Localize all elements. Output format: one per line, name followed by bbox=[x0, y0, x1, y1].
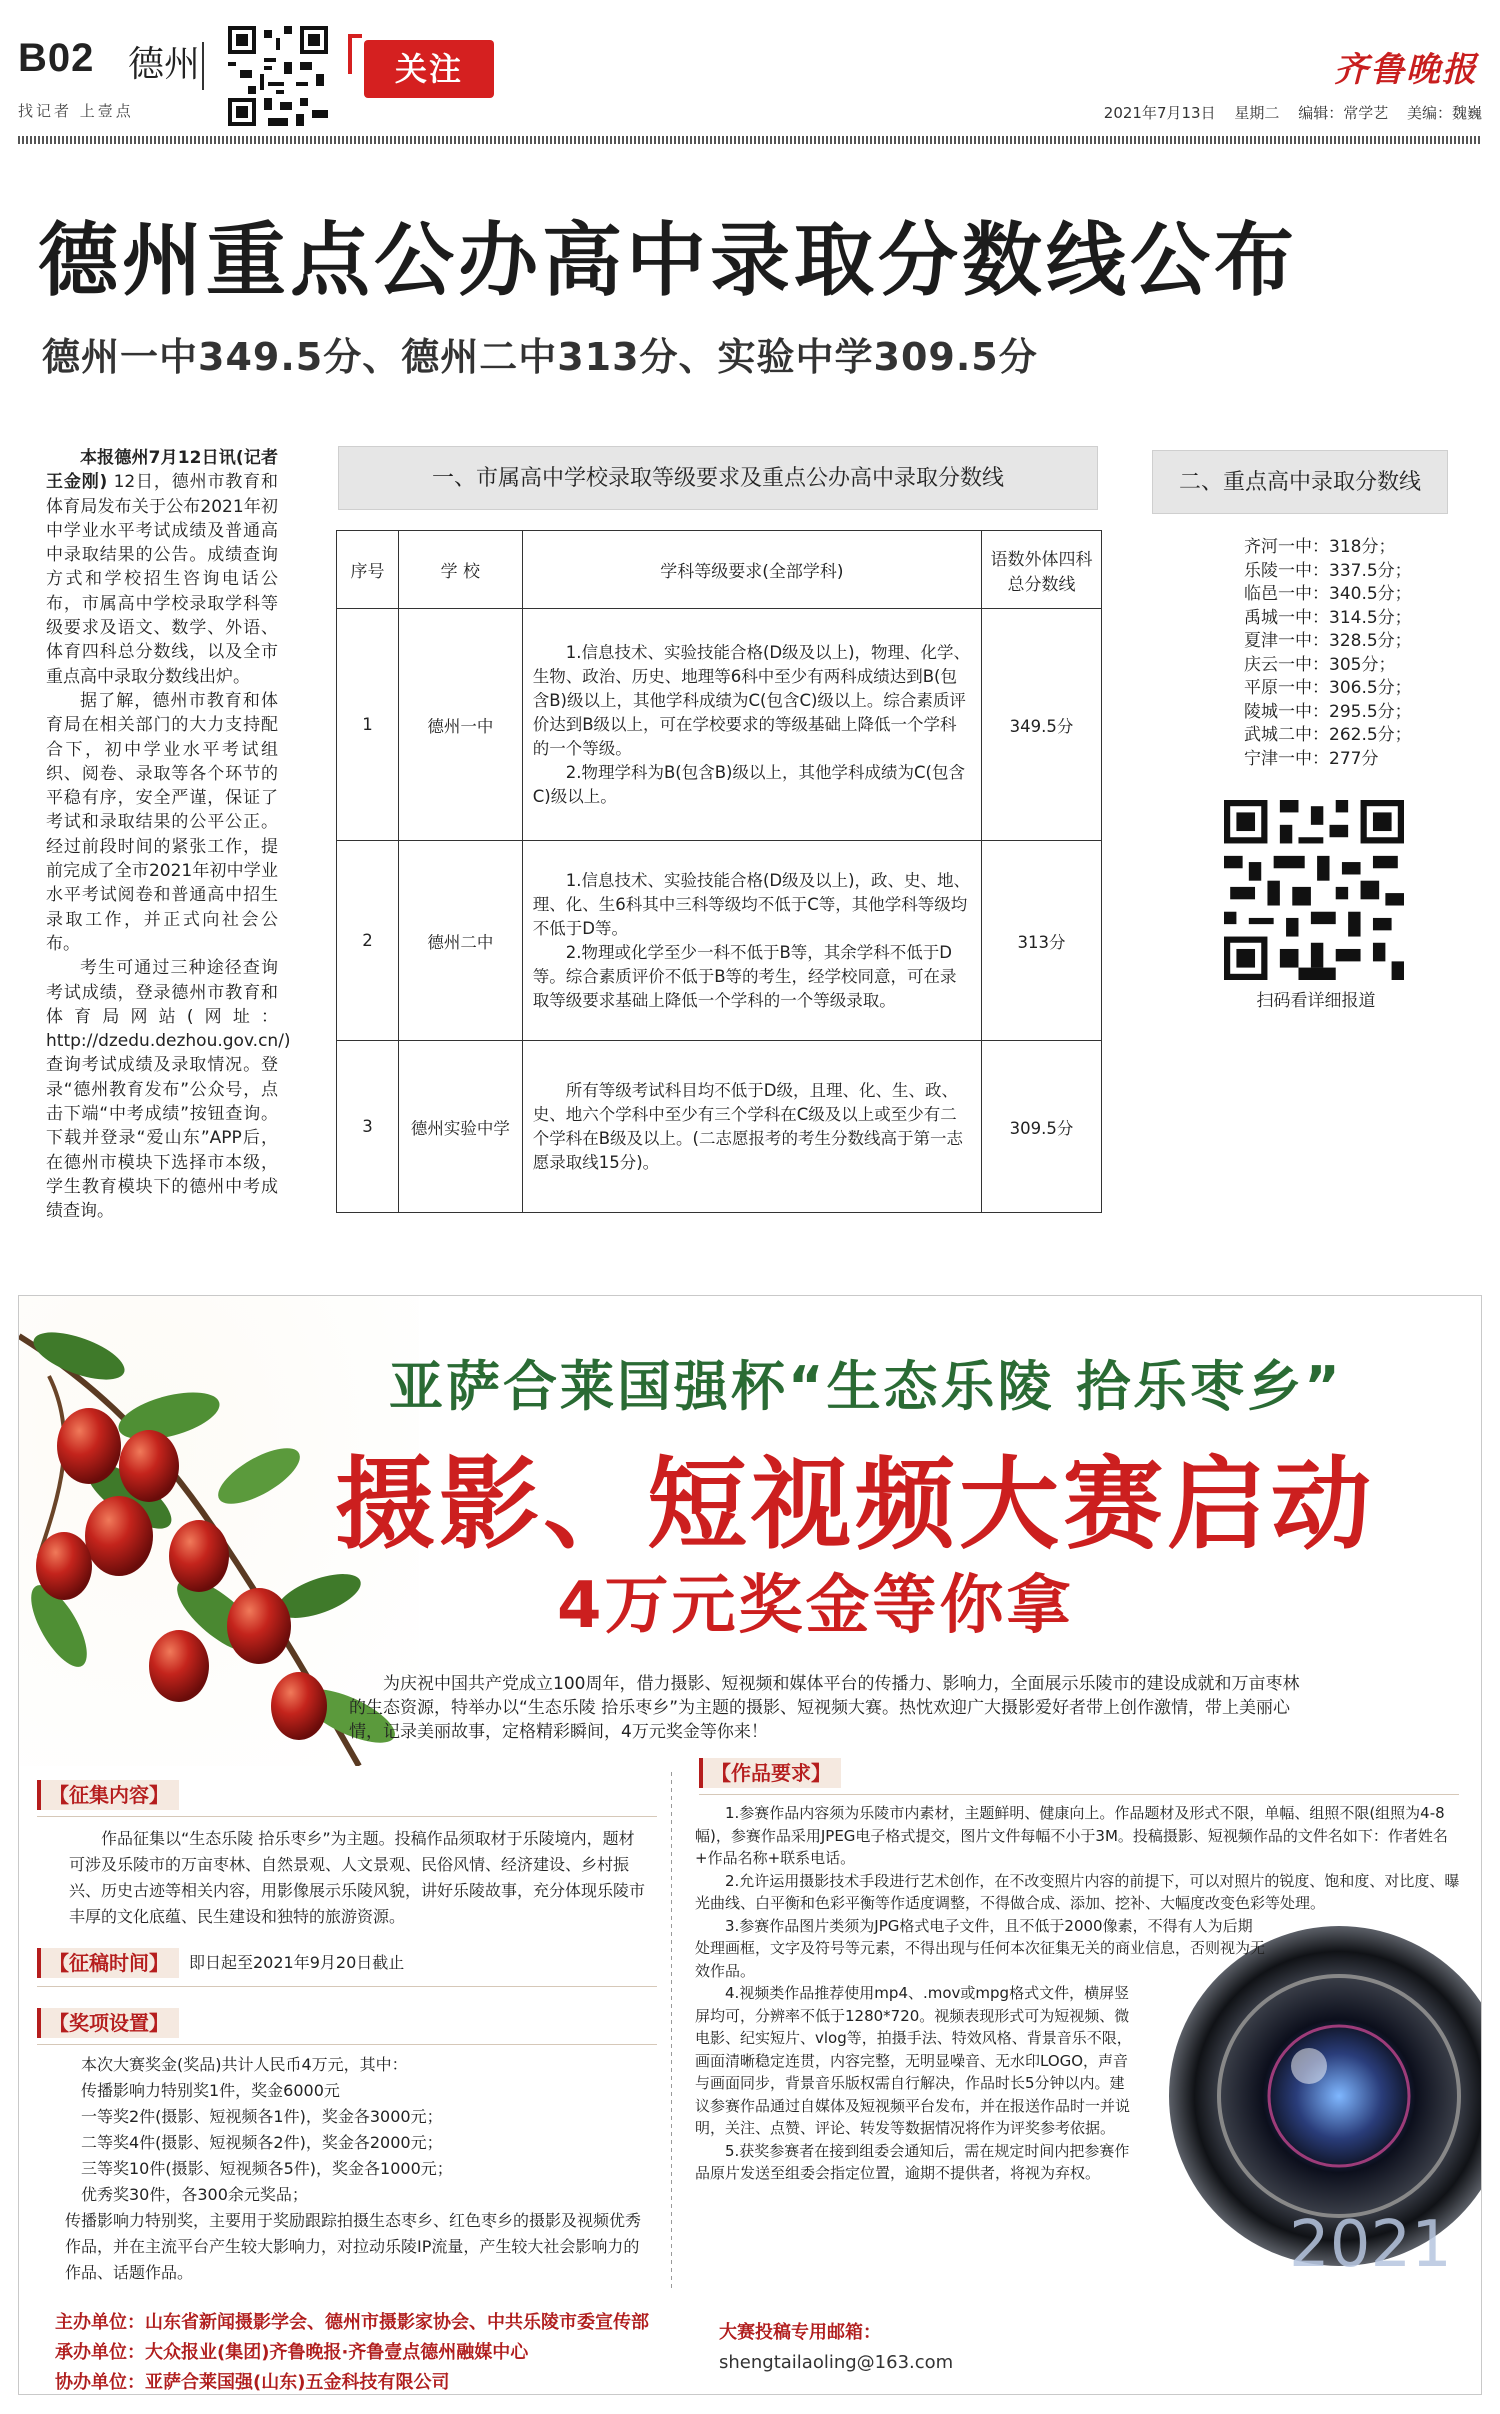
requirement-item: 4.视频类作品推荐使用mp4、.mov或mpg格式文件，横屏竖屏均可，分辨率不低于1280*720。视频表现形式可为短视频、微电影、纪实短片、vlog等，拍摄手法、特效风格、背景音乐不限，画面清晰稳定连贯，内容完整，无明显噪音、无水印LOGO，声音与画面同步，背景音乐版权需自行解决，作品时长5分钟以内。建议参赛作品通过自媒体及短视频平台发布，并在报送作品时一并说明，关注、点赞、评论、转发等数据情况将作为评奖参考依据。 bbox=[695, 1984, 1132, 2137]
issue-weekday: 星期二 bbox=[1234, 104, 1280, 122]
award-tag: 【奖项设置】 bbox=[37, 2008, 179, 2038]
cell-no: 2 bbox=[337, 841, 399, 1041]
article-subhead: 德州一中349.5分、德州二中313分、实验中学309.5分 bbox=[42, 335, 1038, 379]
ad-intro: 为庆祝中国共产党成立100周年，借力摄影、短视频和媒体平台的传播力、影响力，全面展示乐陵市的建设成就和万亩枣林的生态资源，特举办以“生态乐陵 拾乐枣乡”为主题的摄影、短视频大赛。热忱欢迎广大摄影爱好者带上创作激情，带上美丽心情，记录美丽故事，定格精彩瞬间，4万元奖金等你来！ bbox=[349, 1674, 1300, 1742]
rule bbox=[37, 1986, 657, 1987]
article-body bbox=[46, 446, 291, 1224]
table-header-row bbox=[337, 531, 1102, 609]
table2-title: 二、重点高中录取分数线 bbox=[1152, 450, 1448, 514]
article-paragraph: 本报德州7月12日讯(记者 王金刚) 12日，德州市教育和体育局发布关于公布2021年初中学业水平考试成绩及普通高中录取结果的公告。成绩查询方式和学校招生咨询电话公布，市属高中学校录取学科等级要求及语文、数学、外语、体育四科总分数线，以及全市重点高中录取分数线出炉。 bbox=[46, 448, 278, 687]
cell-score: 309.5分 bbox=[982, 1041, 1102, 1213]
cell-no: 1 bbox=[337, 609, 399, 841]
list-item: 庆云一中：305分； bbox=[1244, 654, 1396, 675]
email-link[interactable]: shengtailaoling@163.com bbox=[719, 2352, 954, 2373]
list-item: 武城二中：262.5分； bbox=[1244, 725, 1412, 745]
col-header-no: 序号 bbox=[337, 531, 399, 609]
col-header-requirements: 学科等级要求(全部学科) bbox=[522, 531, 981, 609]
requirements-tag: 【作品要求】 bbox=[699, 1758, 841, 1788]
organizer-line: 承办单位：大众报业(集团)齐鲁晚报·齐鲁壹点德州融媒中心 bbox=[55, 2342, 529, 2363]
requirement-item: 5.获奖参赛者在接到组委会通知后，需在规定时间内把参赛作品原片发送至组委会指定位置，逾期不提供者，将视为弃权。 bbox=[695, 2141, 1130, 2182]
qr-code-icon[interactable] bbox=[1224, 800, 1404, 980]
rule bbox=[699, 1794, 1459, 1795]
issue-designer: 美编：魏巍 bbox=[1406, 104, 1482, 122]
byline: 找记者 上壹点 bbox=[18, 102, 134, 120]
qr-code-small-icon[interactable] bbox=[228, 26, 328, 126]
list-item: 乐陵一中：337.5分； bbox=[1244, 560, 1412, 581]
masthead bbox=[18, 20, 1482, 120]
award-line: 传播影响力特别奖，主要用于奖励跟踪拍摄生态枣乡、红色枣乡的摄影及视频优秀作品，并在主流平台产生较大影响力，对拉动乐陵IP流量，产生较大社会影响力的作品、话题作品。 bbox=[65, 2211, 642, 2282]
list-item: 陵城一中：295.5分； bbox=[1244, 701, 1412, 722]
requirement-item: 1.参赛作品内容须为乐陵市内素材，主题鲜明、健康向上。作品题材及形式不限，单幅、组照不限(组照为4-8幅)，参赛作品采用JPEG电子格式提交，图片文件每幅不小于3M。投稿摄影、短视频作品的文件名如下：作者姓名+作品名称+联系电话。 bbox=[695, 1804, 1448, 1867]
issue-meta bbox=[1090, 102, 1482, 123]
list-item: 临邑一中：340.5分； bbox=[1244, 584, 1412, 604]
cell-school: 德州二中 bbox=[398, 841, 522, 1041]
table1-title: 一、市属高中学校录取等级要求及重点公办高中录取分数线 bbox=[338, 446, 1098, 510]
key-school-score-list bbox=[1244, 536, 1412, 771]
award-line: 传播影响力特别奖1件，奖金6000元 bbox=[81, 2081, 340, 2100]
list-item: 禹城一中：314.5分； bbox=[1244, 607, 1412, 628]
collect-tag: 【征集内容】 bbox=[37, 1780, 179, 1810]
focus-badge: 关注 bbox=[364, 40, 494, 98]
table-row bbox=[337, 609, 1102, 841]
header-rule bbox=[18, 136, 1482, 144]
collect-text: 作品征集以“生态乐陵 拾乐枣乡”为主题。投稿作品须取材于乐陵境内，题材可涉及乐陵市的万亩枣林、自然景观、人文景观、民俗风情、经济建设、乡村振兴、历史古迹等相关内容，用影像展示乐陵风貌，讲好乐陵故事，充分体现乐陵市丰厚的文化底蕴、民生建设和独特的旅游资源。 bbox=[69, 1829, 646, 1926]
lens-year-text: 2021 bbox=[1289, 2208, 1452, 2282]
cell-requirements: 1.信息技术、实验技能合格(D级及以上)，政、史、地、理、化、生6科其中三科等级均不低于C等，其他学科等级均不低于D等。 2.物理或化学至少一科不低于B等，其余学科不低于D等。综合素质评价不低于B等的考生，经学校同意，可在录取等级要求基础上降低一个学科的一个等级录取。 bbox=[522, 841, 981, 1041]
award-line: 二等奖4件(摄影、短视频各2件)，奖金各2000元； bbox=[81, 2133, 443, 2152]
cell-no: 3 bbox=[337, 1041, 399, 1213]
col-header-score: 语数外体四科总分数线 bbox=[982, 531, 1102, 609]
award-list bbox=[65, 2052, 651, 2286]
cell-school: 德州一中 bbox=[398, 609, 522, 841]
requirement-item: 2.允许运用摄影技术手段进行艺术创作，在不改变照片内容的前提下，可以对照片的锐度、饱和度、对比度、曝光曲线、白平衡和色彩平衡等作适度调整，不得做合成、添加、挖补、大幅度改变色彩等处理。 bbox=[695, 1871, 1460, 1912]
list-item: 平原一中：306.5分； bbox=[1244, 678, 1412, 698]
section-name: 德州 bbox=[128, 44, 201, 85]
table-row bbox=[337, 1041, 1102, 1213]
cell-requirements: 1.信息技术、实验技能合格(D级及以上)，物理、化学、生物、政治、历史、地理等6科中至少有两科成绩达到B(包含B)级以上，其他学科成绩为C(包含C)级以上。综合素质评价达到B级以上，可在学校要求的等级基础上降低一个学科的一个等级。 2.物理学科为B(包含B)级以上，其他学科成绩为C(包含C)级以上。 bbox=[522, 609, 981, 841]
organizer-line: 协办单位：亚萨合莱国强(山东)五金科技有限公司 bbox=[55, 2372, 450, 2393]
email-label: 大赛投稿专用邮箱： bbox=[719, 2322, 881, 2343]
requirements-list bbox=[695, 1802, 1465, 2185]
rule bbox=[37, 1816, 657, 1817]
organizers bbox=[55, 2308, 649, 2395]
award-line: 优秀奖30件，各300余元奖品； bbox=[81, 2185, 308, 2204]
list-item: 夏津一中：328.5分； bbox=[1244, 631, 1412, 651]
cell-score: 313分 bbox=[982, 841, 1102, 1041]
focus-badge-corner bbox=[348, 34, 362, 74]
ad-subtitle: 亚萨合莱国强杯“生态乐陵 拾乐枣乡” bbox=[389, 1355, 1343, 1418]
list-item: 宁津一中：277分 bbox=[1244, 748, 1379, 769]
cell-school: 德州实验中学 bbox=[398, 1041, 522, 1213]
article-paragraph: 考生可通过三种途径查询考试成绩，登录德州市教育和体育局网站(网址：http://dzedu.dezhou.gov.cn/)查询考试成绩及录取情况。登录“德州教育发布”公众号，点击下端“中考成绩”按钮查询。下载并登录“爱山东”APP后，在德州市模块下选择市本级，学生教育模块下的德州中考成绩查询。 bbox=[46, 958, 291, 1222]
column-divider bbox=[671, 1772, 672, 2292]
article-lead: 本报德州7月12日讯(记者 王金刚) bbox=[46, 448, 278, 493]
issue-editor: 编辑：常学艺 bbox=[1298, 104, 1389, 122]
award-line: 一等奖2件(摄影、短视频各1件)，奖金各3000元； bbox=[81, 2107, 443, 2126]
admission-requirements-table bbox=[336, 530, 1102, 1213]
deadline-tag: 【征稿时间】 bbox=[37, 1948, 179, 1978]
cell-score: 349.5分 bbox=[982, 609, 1102, 841]
award-line: 本次大赛奖金(奖品)共计人民币4万元，其中： bbox=[81, 2055, 408, 2074]
issue-date: 2021年7月13日 bbox=[1103, 104, 1216, 122]
newspaper-logo: 齐鲁晚报 bbox=[1334, 50, 1478, 90]
col-header-school: 学 校 bbox=[398, 531, 522, 609]
header-divider bbox=[202, 42, 204, 90]
rule bbox=[37, 2044, 657, 2045]
deadline-text: 即日起至2021年9月20日截止 bbox=[189, 1953, 405, 1972]
award-line: 三等奖10件(摄影、短视频各5件)，奖金各1000元； bbox=[81, 2159, 453, 2178]
contest-advertisement bbox=[18, 1295, 1482, 2395]
list-item: 齐河一中：318分； bbox=[1244, 537, 1396, 557]
ad-prize-line: 4万元奖金等你拿 bbox=[557, 1569, 1074, 1643]
requirement-item: 3.参赛作品图片类须为JPG格式电子文件，且不低于2000像素，不得有人为后期处理画框，文字及符号等元素，不得出现与任何本次征集无关的商业信息，否则视为无效作品。 bbox=[695, 1916, 1266, 1980]
organizer-line: 主办单位：山东省新闻摄影学会、德州市摄影家协会、中共乐陵市委宣传部 bbox=[55, 2312, 649, 2333]
ad-main-title: 摄影、短视频大赛启动 bbox=[335, 1446, 1375, 1563]
article-paragraph: 据了解，德州市教育和体育局在相关部门的大力支持配合下，初中学业水平考试组织、阅卷、录取等各个环节的平稳有序，安全严谨，保证了考试和录取结果的公平公正。经过前段时间的紧张工作，提前完成了全市2021年初中学业水平考试阅卷和普通高中招生录取工作，并正式向社会公布。 bbox=[46, 690, 278, 954]
cell-requirements: 所有等级考试科目均不低于D级，且理、化、生、政、史、地六个学科中至少有三个学科在C级及以上或至少有二个学科在B级及以上。(二志愿报考的考生分数线高于第一志愿录取线15分)。 bbox=[522, 1041, 981, 1213]
article-headline: 德州重点公办高中录取分数线公布 bbox=[38, 214, 1298, 307]
table-row bbox=[337, 841, 1102, 1041]
page-code: B02 bbox=[18, 36, 95, 80]
qr-caption: 扫码看详细报道 bbox=[1256, 991, 1376, 1011]
submission-email bbox=[719, 2318, 953, 2378]
